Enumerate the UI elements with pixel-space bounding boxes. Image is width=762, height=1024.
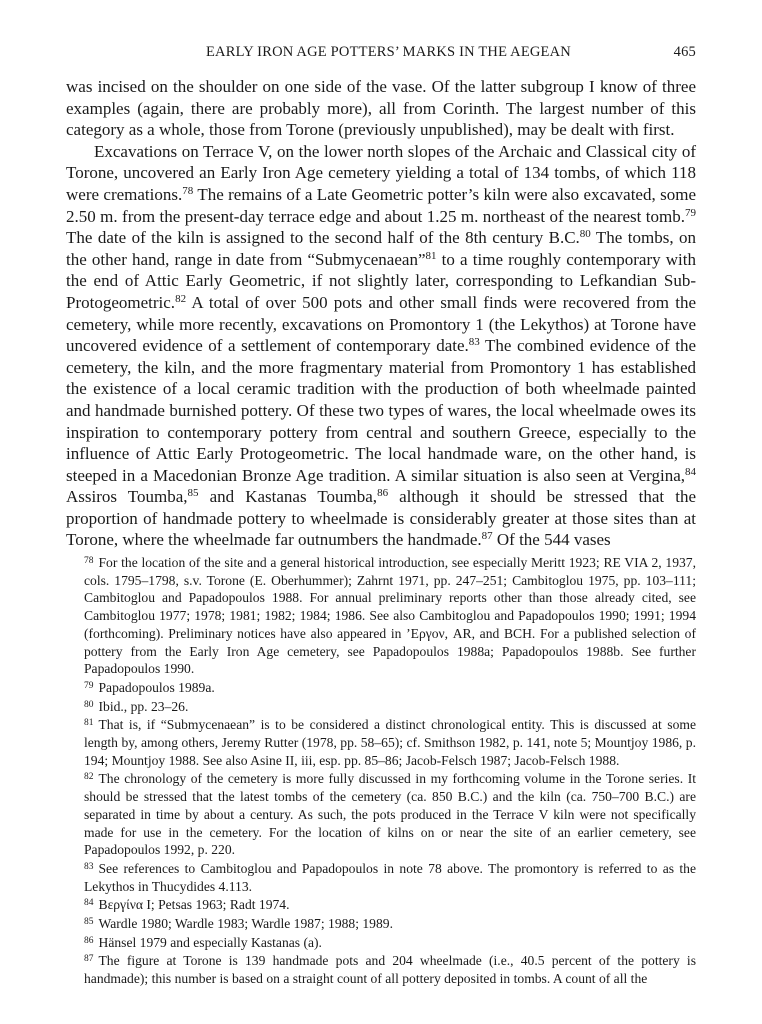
footnotes: [66, 554, 696, 989]
note-ref-83[interactable]: 83: [468, 336, 480, 349]
body-text: [66, 76, 696, 551]
note-ref-82[interactable]: 82: [175, 292, 187, 305]
p2-sentence-8: Assiros Toumba,: [66, 487, 188, 507]
footnote-text: See references to Cambitoglou and Papadopoulos in note 78 above. The promontory is referred to as the Lekythos in Thucydides 4.113.: [84, 860, 696, 894]
p2-sentence-10: although it should be stressed that the proportion of handmade pottery to wheelmade is considerably greater at those sites than at Torone, where the wheelmade far outnumbers the handmade.: [66, 487, 697, 550]
footnote-83: [66, 860, 696, 895]
footnote-79: [66, 679, 696, 697]
footnote-text: Βεργίνα I; Petsas 1963; Radt 1974.: [98, 897, 290, 913]
footnote-86: [66, 934, 696, 952]
p2-sentence-7: The combined evidence of the cemetery, the kiln, and the more fragmentary material from Promontory 1 has established the existence of a local ceramic tradition with the production of both wheelmade painted and handmade burnished pottery. Of these two types of wares, the local wheelmade owes its inspiration to contemporary pottery from central and southern Greece, especially to the influence of Attic Early Protogeometric. The local handmade ware, on the other hand, is steeped in a Macedonian Bronze Age tradition. A similar situation is also seen at Vergina,: [66, 336, 697, 485]
footnote-number: 82: [84, 772, 94, 783]
footnote-number: 78: [84, 556, 94, 566]
footnote-number: 80: [84, 699, 94, 710]
p2-sentence-6: A total of over 500 pots and other small finds were recovered from the cemetery, while more recently, excavations on Promontory 1 (the Lekythos) at Torone have uncovered evidence of a settlement of contemporary date.: [66, 292, 696, 356]
note-ref-84[interactable]: 84: [685, 465, 696, 478]
footnote-text: Ibid., pp. 23–26.: [98, 698, 189, 714]
note-ref-86[interactable]: 86: [377, 487, 389, 500]
note-ref-80[interactable]: 80: [579, 228, 591, 241]
footnote-number: 79: [84, 680, 94, 691]
footnote-text: Wardle 1980; Wardle 1983; Wardle 1987; 1988; 1989.: [98, 916, 393, 932]
footnote-text: Hänsel 1979 and especially Kastanas (a).: [98, 934, 322, 950]
footnote-82: [66, 770, 696, 859]
footnote-number: 86: [84, 935, 94, 946]
p2-sentence-1: Excavations on Terrace V, on the lower north slopes of the Archaic and Classical city of Torone, uncovered an Early Iron Age cemetery yielding a total of 134 tombs, of which 118 were cremations.: [66, 141, 696, 204]
p2-sentence-2: The remains of a Late Geometric potter’s kiln were also excavated, some 2.50 m. from the present-day terrace edge and about 1.25 m. northeast of the nearest tomb.: [66, 184, 696, 226]
footnote-number: 81: [84, 718, 94, 729]
footnote-number: 85: [84, 917, 94, 928]
footnote-text: Papadopoulos 1989a.: [98, 679, 215, 695]
footnote-80: [66, 698, 696, 716]
footnote-number: 87: [84, 954, 94, 965]
running-title: EARLY IRON AGE POTTERS’ MARKS IN THE AEGEAN: [206, 44, 571, 60]
p2-sentence-9: and Kastanas Toumba,: [198, 487, 378, 507]
footnote-text: For the location of the site and a general historical introduction, see especially Meritt 1923; RE VIA 2, 1937, cols. 1795–1798, s.v. Torone (E. Oberhummer); Zahrnt 1971, pp. 247–251; Cambitoglou 1975, pp. 103–111; Cambitoglou and Papadopoulos 1988. For annual preliminary reports other than those already cited, see Cambitoglou 1977; 1978; 1981; 1982; 1984; 1986. See also Cambitoglou and Papadopoulos 1990; 1991; 1994 (forthcoming). Preliminary notices have also appeared in ’Εργον, AR, and BCH. For a published selection of pottery from the Early Iron Age cemetery, see Papadopoulos 1988a; Papadopoulos 1988b. See further Papadopoulos 1990.: [84, 555, 696, 677]
p2-sentence-11: Of the 544 vases: [492, 530, 611, 550]
note-ref-85[interactable]: 85: [187, 487, 199, 500]
note-ref-79[interactable]: 79: [685, 206, 696, 219]
footnote-text: That is, if “Submycenaean” is to be considered a distinct chronological entity. This is discussed at some length by, among others, Jeremy Rutter (1978, pp. 58–65); cf. Smithson 1982, p. 141, note 5; Mountjoy 1986, p. 194; Mountjoy 1988. See also Asine II, iii, esp. pp. 85–86; Jacob-Felsch 1987; Jacob-Felsch 1988.: [84, 717, 696, 768]
footnote-text: The figure at Torone is 139 handmade pots and 204 wheelmade (i.e., 40.5 percent of the pottery is handmade); this number is based on a straight count of all pottery deposited in tombs. A count of all the: [84, 953, 696, 987]
note-ref-81[interactable]: 81: [425, 249, 437, 262]
p2-sentence-5: to a time roughly contemporary with the end of Attic Early Geometric, if not slightly later, corresponding to Lefkandian Sub-Protogeometric.: [66, 249, 696, 312]
footnote-84: [66, 896, 696, 914]
footnote-78: [66, 554, 696, 678]
note-ref-78[interactable]: 78: [182, 184, 194, 197]
p2-sentence-3: The date of the kiln is assigned to the second half of the 8th century B.C.: [66, 228, 580, 248]
note-ref-87[interactable]: 87: [481, 530, 493, 543]
footnote-text: The chronology of the cemetery is more fully discussed in my forthcoming volume in the Torone series. It should be stressed that the latest tombs of the cemetery (ca. 850 B.C.) and the kiln (ca. 750–700 B.C.) are separated in time by about a century. As such, the pots produced in the Terrace V kiln were not specifically made for use in the cemetery. For the location of kilns on or near the site of an earlier cemetery, see Papadopoulos 1992, p. 220.: [84, 771, 696, 858]
paragraph-1: was incised on the shoulder on one side of the vase. Of the latter subgroup I know of three examples (again, there are probably more), all from Corinth. The largest number of this category as a whole, those from Torone (previously unpublished), may be dealt with first.: [66, 77, 696, 140]
footnote-81: [66, 716, 696, 769]
footnote-85: [66, 915, 696, 933]
p2-sentence-4: The tombs, on the other hand, range in date from “Submycenaean”: [66, 228, 697, 269]
page-number: 465: [673, 44, 696, 60]
footnote-87: [66, 952, 696, 987]
running-head: [66, 44, 696, 66]
footnote-number: 84: [84, 898, 94, 909]
footnote-number: 83: [84, 861, 94, 872]
paragraph-2: [66, 141, 696, 551]
